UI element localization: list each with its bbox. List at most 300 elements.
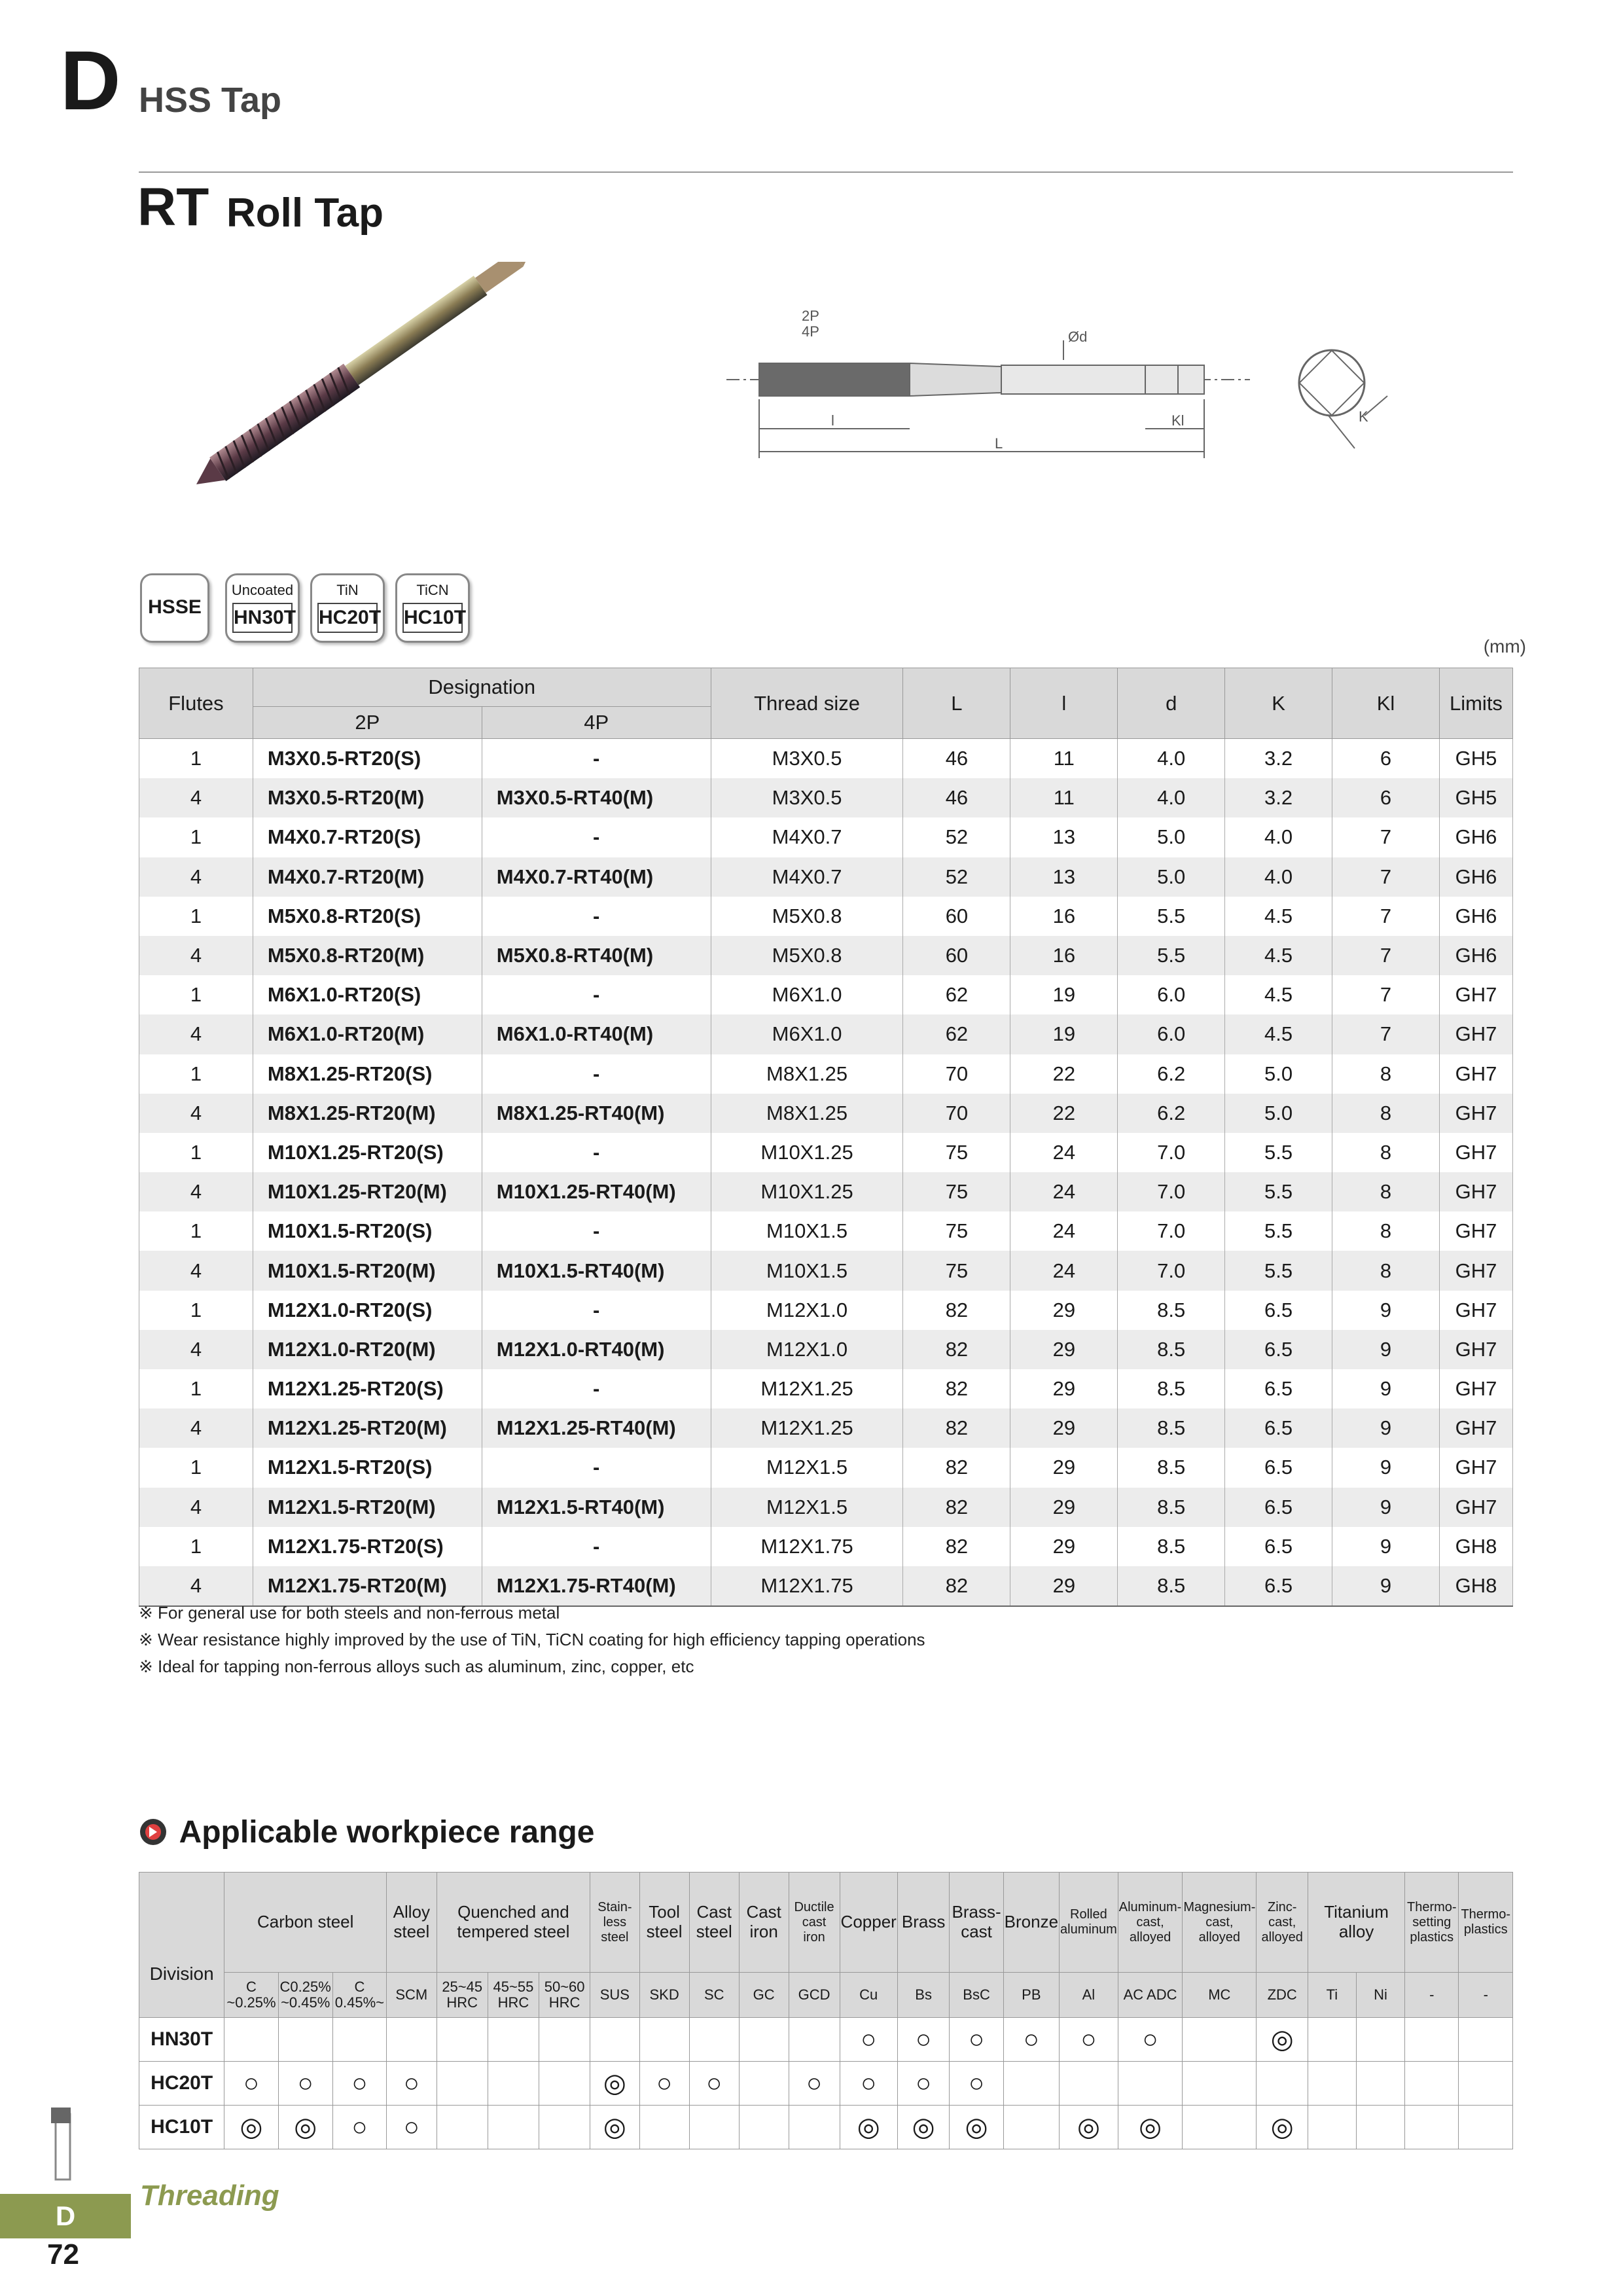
flutes-cell: 1 [139, 1369, 253, 1408]
arrow-circle-icon [139, 1818, 168, 1846]
col-flutes: Flutes [139, 668, 253, 739]
limits-cell: GH5 [1439, 778, 1512, 817]
d-cell: 6.2 [1118, 1094, 1225, 1133]
table-row [139, 1448, 1513, 1487]
limits-cell: GH6 [1439, 857, 1512, 897]
suitability-mark [1356, 2062, 1404, 2106]
l-cell: 29 [1010, 1291, 1118, 1330]
suitability-mark: ◎ [590, 2062, 639, 2106]
table-row [139, 1527, 1513, 1566]
material-code: BsC [950, 1973, 1003, 2018]
suitability-mark [1257, 2062, 1308, 2106]
K-cell: 5.5 [1225, 1133, 1332, 1172]
flutes-cell: 1 [139, 1133, 253, 1172]
designation-2p-cell: M10X1.25-RT20(M) [253, 1172, 482, 1211]
l-cell: 11 [1010, 778, 1118, 817]
designation-2p-cell: M10X1.5-RT20(M) [253, 1251, 482, 1290]
suitability-mark [387, 2018, 437, 2062]
Kl-cell: 7 [1332, 817, 1440, 857]
material-group-header: Quenched and tempered steel [437, 1873, 590, 1973]
designation-4p-cell: - [482, 1369, 711, 1408]
suitability-mark [739, 2018, 789, 2062]
grade-name: HC20T [317, 603, 378, 633]
designation-4p-cell: M3X0.5-RT40(M) [482, 778, 711, 817]
d-cell: 5.0 [1118, 817, 1225, 857]
table-row [139, 1172, 1513, 1211]
material-code: SUS [590, 1973, 639, 2018]
l-cell: 24 [1010, 1211, 1118, 1251]
flutes-cell: 1 [139, 1211, 253, 1251]
flutes-cell: 4 [139, 1251, 253, 1290]
material-code: GC [739, 1973, 789, 2018]
l-cell: 13 [1010, 857, 1118, 897]
l-cell: 19 [1010, 975, 1118, 1014]
Kl-cell: 9 [1332, 1369, 1440, 1408]
page-number: 72 [47, 2238, 79, 2270]
d-cell: 8.5 [1118, 1448, 1225, 1487]
designation-4p-cell: - [482, 1291, 711, 1330]
suitability-mark [739, 2062, 789, 2106]
grade-name: HN30T [139, 2018, 224, 2062]
col-designation: Designation [253, 668, 711, 707]
flutes-cell: 4 [139, 1566, 253, 1606]
l-cell: 24 [1010, 1251, 1118, 1290]
suitability-mark: ○ [332, 2062, 386, 2106]
suitability-mark: ◎ [590, 2106, 639, 2149]
suitability-mark: ◎ [278, 2106, 332, 2149]
designation-4p-cell: M8X1.25-RT40(M) [482, 1094, 711, 1133]
grade-row [139, 2018, 1513, 2062]
designation-2p-cell: M3X0.5-RT20(M) [253, 778, 482, 817]
material-code: PB [1003, 1973, 1059, 2018]
Kl-cell: 6 [1332, 739, 1440, 779]
thread-size-cell: M8X1.25 [711, 1094, 903, 1133]
L-cell: 62 [903, 975, 1010, 1014]
limits-cell: GH7 [1439, 975, 1512, 1014]
suitability-mark [332, 2018, 386, 2062]
d-cell: 5.5 [1118, 936, 1225, 975]
d-cell: 4.0 [1118, 739, 1225, 779]
spec-table [139, 668, 1513, 1607]
Kl-cell: 9 [1332, 1527, 1440, 1566]
material-code: AC ADC [1118, 1973, 1183, 2018]
suitability-mark [539, 2062, 590, 2106]
suitability-mark: ○ [950, 2062, 1003, 2106]
limits-cell: GH7 [1439, 1330, 1512, 1369]
flutes-cell: 4 [139, 857, 253, 897]
K-cell: 5.0 [1225, 1094, 1332, 1133]
suitability-mark: ○ [897, 2018, 950, 2062]
d-cell: 6.2 [1118, 1054, 1225, 1094]
K-cell: 4.0 [1225, 817, 1332, 857]
l-cell: 29 [1010, 1448, 1118, 1487]
suitability-mark: ○ [1060, 2018, 1118, 2062]
suitability-mark [488, 2018, 539, 2062]
suitability-mark [639, 2018, 689, 2062]
limits-cell: GH6 [1439, 817, 1512, 857]
limits-cell: GH7 [1439, 1211, 1512, 1251]
l-cell: 29 [1010, 1408, 1118, 1448]
limits-cell: GH8 [1439, 1527, 1512, 1566]
thread-size-cell: M12X1.25 [711, 1408, 903, 1448]
thread-size-cell: M12X1.5 [711, 1448, 903, 1487]
suitability-mark [539, 2106, 590, 2149]
table-row [139, 1330, 1513, 1369]
col-thread-size: Thread size [711, 668, 903, 739]
limits-cell: GH7 [1439, 1133, 1512, 1172]
designation-4p-cell: - [482, 1211, 711, 1251]
material-group-header: Ductile cast iron [789, 1873, 840, 1973]
suitability-mark [224, 2018, 278, 2062]
table-row [139, 1251, 1513, 1290]
grade-name: HC10T [139, 2106, 224, 2149]
material-group-header: Titanium alloy [1308, 1873, 1405, 1973]
suitability-mark: ◎ [840, 2106, 897, 2149]
limits-cell: GH7 [1439, 1369, 1512, 1408]
material-code: C0.25% ~0.45% [278, 1973, 332, 2018]
suitability-mark: ○ [278, 2062, 332, 2106]
flutes-cell: 1 [139, 897, 253, 936]
l-cell: 22 [1010, 1054, 1118, 1094]
l-cell: 13 [1010, 817, 1118, 857]
Kl-cell: 9 [1332, 1488, 1440, 1527]
material-group-header: Cast steel [689, 1873, 739, 1973]
flutes-cell: 4 [139, 1488, 253, 1527]
suitability-mark: ○ [1003, 2018, 1059, 2062]
suitability-mark [1183, 2106, 1257, 2149]
K-cell: 4.5 [1225, 936, 1332, 975]
grade-badge-hsse [140, 573, 209, 643]
material-code: 25~45 HRC [437, 1973, 488, 2018]
Kl-cell: 6 [1332, 778, 1440, 817]
thread-size-cell: M6X1.0 [711, 975, 903, 1014]
d-cell: 5.0 [1118, 857, 1225, 897]
d-cell: 4.0 [1118, 778, 1225, 817]
col-limits: Limits [1439, 668, 1512, 739]
flutes-cell: 4 [139, 778, 253, 817]
material-group-header: Thermo-plastics [1459, 1873, 1513, 1973]
workpiece-range-table [139, 1872, 1513, 2149]
suitability-mark: ◎ [1257, 2018, 1308, 2062]
K-cell: 6.5 [1225, 1291, 1332, 1330]
material-code: Cu [840, 1973, 897, 2018]
designation-4p-cell: - [482, 1527, 711, 1566]
d-cell: 8.5 [1118, 1291, 1225, 1330]
limits-cell: GH7 [1439, 1172, 1512, 1211]
l-cell: 29 [1010, 1369, 1118, 1408]
limits-cell: GH7 [1439, 1448, 1512, 1487]
l-cell: 16 [1010, 936, 1118, 975]
col-4p: 4P [482, 707, 711, 739]
material-code: 50~60 HRC [539, 1973, 590, 2018]
col-2p: 2P [253, 707, 482, 739]
notes [139, 1600, 925, 1680]
suitability-mark [1459, 2062, 1513, 2106]
l-cell: 22 [1010, 1094, 1118, 1133]
limits-cell: GH7 [1439, 1408, 1512, 1448]
unit-label: (mm) [1483, 636, 1526, 656]
suitability-mark [1405, 2018, 1459, 2062]
thread-size-cell: M4X0.7 [711, 857, 903, 897]
designation-2p-cell: M3X0.5-RT20(S) [253, 739, 482, 779]
suitability-mark [1405, 2106, 1459, 2149]
grade-coating: Uncoated [231, 582, 294, 598]
tap-dimension-drawing [726, 301, 1250, 471]
K-cell: 6.5 [1225, 1408, 1332, 1448]
table-row [139, 1408, 1513, 1448]
material-code: MC [1183, 1973, 1257, 2018]
Kl-cell: 8 [1332, 1054, 1440, 1094]
d-cell: 5.5 [1118, 897, 1225, 936]
thread-size-cell: M12X1.75 [711, 1566, 903, 1606]
material-group-header: Thermo-setting plastics [1405, 1873, 1459, 1973]
Kl-cell: 7 [1332, 975, 1440, 1014]
L-cell: 60 [903, 897, 1010, 936]
designation-4p-cell: M10X1.5-RT40(M) [482, 1251, 711, 1290]
suitability-mark [1060, 2062, 1118, 2106]
designation-4p-cell: M12X1.0-RT40(M) [482, 1330, 711, 1369]
d-cell: 8.5 [1118, 1369, 1225, 1408]
designation-2p-cell: M5X0.8-RT20(S) [253, 897, 482, 936]
designation-2p-cell: M6X1.0-RT20(S) [253, 975, 482, 1014]
L-cell: 82 [903, 1330, 1010, 1369]
material-code: ZDC [1257, 1973, 1308, 2018]
thread-size-cell: M12X1.25 [711, 1369, 903, 1408]
material-group-header: Cast iron [739, 1873, 789, 1973]
designation-2p-cell: M12X1.75-RT20(M) [253, 1566, 482, 1606]
designation-2p-cell: M4X0.7-RT20(S) [253, 817, 482, 857]
l-cell: 19 [1010, 1014, 1118, 1054]
material-group-header: Rolled aluminum [1060, 1873, 1118, 1973]
suitability-mark: ○ [224, 2062, 278, 2106]
designation-4p-cell: M4X0.7-RT40(M) [482, 857, 711, 897]
Kl-cell: 9 [1332, 1566, 1440, 1606]
suitability-mark [1118, 2062, 1183, 2106]
flutes-cell: 4 [139, 1014, 253, 1054]
suitability-mark: ○ [950, 2018, 1003, 2062]
suitability-mark [739, 2106, 789, 2149]
table-row [139, 1211, 1513, 1251]
L-cell: 82 [903, 1566, 1010, 1606]
thread-size-cell: M12X1.75 [711, 1527, 903, 1566]
grade-name: HSSE [148, 596, 202, 618]
suitability-mark [1003, 2106, 1059, 2149]
drawing-label-diameter: Ød [1068, 329, 1088, 345]
footer-section-label: Threading [140, 2179, 279, 2212]
Kl-cell: 8 [1332, 1251, 1440, 1290]
material-code: Bs [897, 1973, 950, 2018]
material-group-header: Bronze [1003, 1873, 1059, 1973]
section-divider [139, 171, 1513, 173]
K-cell: 6.5 [1225, 1330, 1332, 1369]
L-cell: 82 [903, 1488, 1010, 1527]
K-cell: 6.5 [1225, 1527, 1332, 1566]
suitability-mark: ◎ [1118, 2106, 1183, 2149]
suitability-mark [1003, 2062, 1059, 2106]
K-cell: 6.5 [1225, 1566, 1332, 1606]
table-row [139, 1291, 1513, 1330]
threading-tool-icon [39, 2101, 85, 2186]
drawing-label-square-length: Kl [1171, 412, 1185, 429]
thread-size-cell: M12X1.0 [711, 1291, 903, 1330]
material-code: SKD [639, 1973, 689, 2018]
tap-cross-section [1289, 340, 1407, 471]
suitability-mark [1356, 2018, 1404, 2062]
suitability-mark: ○ [387, 2106, 437, 2149]
grade-name: HC10T [402, 603, 463, 633]
l-cell: 29 [1010, 1488, 1118, 1527]
range-heading [139, 1814, 594, 1850]
suitability-mark [437, 2018, 488, 2062]
grade-row [139, 2062, 1513, 2106]
table-row [139, 1014, 1513, 1054]
footer-section-letter: D [55, 2200, 76, 2231]
Kl-cell: 8 [1332, 1133, 1440, 1172]
table-row [139, 817, 1513, 857]
suitability-mark [789, 2106, 840, 2149]
material-group-header: Brass [897, 1873, 950, 1973]
K-cell: 5.0 [1225, 1054, 1332, 1094]
designation-4p-cell: - [482, 1054, 711, 1094]
col-K: K [1225, 668, 1332, 739]
Kl-cell: 7 [1332, 1014, 1440, 1054]
L-cell: 62 [903, 1014, 1010, 1054]
designation-2p-cell: M8X1.25-RT20(S) [253, 1054, 482, 1094]
K-cell: 4.5 [1225, 1014, 1332, 1054]
range-title: Applicable workpiece range [179, 1815, 595, 1850]
d-cell: 6.0 [1118, 1014, 1225, 1054]
flutes-cell: 1 [139, 975, 253, 1014]
material-code: Ti [1308, 1973, 1357, 2018]
K-cell: 4.5 [1225, 975, 1332, 1014]
l-cell: 11 [1010, 739, 1118, 779]
suitability-mark [1405, 2062, 1459, 2106]
K-cell: 3.2 [1225, 778, 1332, 817]
thread-size-cell: M12X1.5 [711, 1488, 903, 1527]
designation-2p-cell: M12X1.75-RT20(S) [253, 1527, 482, 1566]
designation-2p-cell: M5X0.8-RT20(M) [253, 936, 482, 975]
material-group-header: Aluminum-cast, alloyed [1118, 1873, 1183, 1973]
suitability-mark [789, 2018, 840, 2062]
grade-badge-hn30t [225, 573, 300, 643]
suitability-mark [488, 2106, 539, 2149]
d-cell: 8.5 [1118, 1566, 1225, 1606]
material-code: SCM [387, 1973, 437, 2018]
suitability-mark [689, 2018, 739, 2062]
thread-size-cell: M4X0.7 [711, 817, 903, 857]
designation-4p-cell: - [482, 1448, 711, 1487]
flutes-cell: 1 [139, 1291, 253, 1330]
table-row [139, 975, 1513, 1014]
limits-cell: GH5 [1439, 739, 1512, 779]
suitability-mark: ◎ [1060, 2106, 1118, 2149]
suitability-mark: ○ [387, 2062, 437, 2106]
thread-size-cell: M3X0.5 [711, 778, 903, 817]
L-cell: 46 [903, 739, 1010, 779]
Kl-cell: 7 [1332, 936, 1440, 975]
material-code: Ni [1356, 1973, 1404, 2018]
flutes-cell: 4 [139, 1330, 253, 1369]
flutes-cell: 1 [139, 1448, 253, 1487]
flutes-cell: 1 [139, 1527, 253, 1566]
K-cell: 4.5 [1225, 897, 1332, 936]
material-group-header: Stain-less steel [590, 1873, 639, 1973]
d-cell: 7.0 [1118, 1172, 1225, 1211]
table-row [139, 1133, 1513, 1172]
thread-size-cell: M10X1.25 [711, 1172, 903, 1211]
designation-2p-cell: M8X1.25-RT20(M) [253, 1094, 482, 1133]
suitability-mark [539, 2018, 590, 2062]
table-row [139, 897, 1513, 936]
designation-4p-cell: - [482, 1133, 711, 1172]
thread-size-cell: M8X1.25 [711, 1054, 903, 1094]
thread-size-cell: M6X1.0 [711, 1014, 903, 1054]
suitability-mark: ◎ [1257, 2106, 1308, 2149]
thread-size-cell: M5X0.8 [711, 897, 903, 936]
grade-name: HN30T [232, 603, 293, 633]
flutes-cell: 1 [139, 817, 253, 857]
designation-4p-cell: - [482, 975, 711, 1014]
designation-4p-cell: M12X1.75-RT40(M) [482, 1566, 711, 1606]
limits-cell: GH7 [1439, 1014, 1512, 1054]
col-Kl: Kl [1332, 668, 1440, 739]
suitability-mark [590, 2018, 639, 2062]
flutes-cell: 4 [139, 1094, 253, 1133]
material-group-header: Tool steel [639, 1873, 689, 1973]
d-cell: 7.0 [1118, 1251, 1225, 1290]
designation-4p-cell: M6X1.0-RT40(M) [482, 1014, 711, 1054]
flutes-cell: 4 [139, 936, 253, 975]
suitability-mark [278, 2018, 332, 2062]
L-cell: 82 [903, 1448, 1010, 1487]
designation-2p-cell: M12X1.5-RT20(S) [253, 1448, 482, 1487]
material-group-header: Brass-cast [950, 1873, 1003, 1973]
suitability-mark [1308, 2018, 1357, 2062]
material-code: C ~0.25% [224, 1973, 278, 2018]
thread-size-cell: M12X1.0 [711, 1330, 903, 1369]
limits-cell: GH7 [1439, 1054, 1512, 1094]
drawing-label-square: K [1359, 408, 1368, 425]
flutes-cell: 1 [139, 1054, 253, 1094]
l-cell: 29 [1010, 1566, 1118, 1606]
drawing-label-2p: 2P [802, 308, 819, 324]
designation-4p-cell: - [482, 739, 711, 779]
suitability-mark [1459, 2106, 1513, 2149]
note-item: ※ Ideal for tapping non-ferrous alloys such as aluminum, zinc, copper, etc [139, 1657, 694, 1676]
drawing-label-thread-length: l [831, 412, 834, 429]
Kl-cell: 8 [1332, 1211, 1440, 1251]
note-item: ※ For general use for both steels and non-ferrous metal [139, 1603, 560, 1623]
suitability-mark [1356, 2106, 1404, 2149]
Kl-cell: 7 [1332, 897, 1440, 936]
designation-2p-cell: M12X1.5-RT20(M) [253, 1488, 482, 1527]
section-letter: D [60, 34, 121, 128]
suitability-mark [639, 2106, 689, 2149]
L-cell: 52 [903, 817, 1010, 857]
division-header: Division [139, 1873, 224, 2018]
Kl-cell: 9 [1332, 1448, 1440, 1487]
roll-tap-photo [177, 262, 635, 511]
flutes-cell: 1 [139, 739, 253, 779]
suitability-mark: ◎ [224, 2106, 278, 2149]
col-L: L [903, 668, 1010, 739]
suitability-mark [1183, 2062, 1257, 2106]
L-cell: 82 [903, 1408, 1010, 1448]
table-row [139, 1488, 1513, 1527]
d-cell: 7.0 [1118, 1211, 1225, 1251]
material-code: SC [689, 1973, 739, 2018]
table-row [139, 857, 1513, 897]
